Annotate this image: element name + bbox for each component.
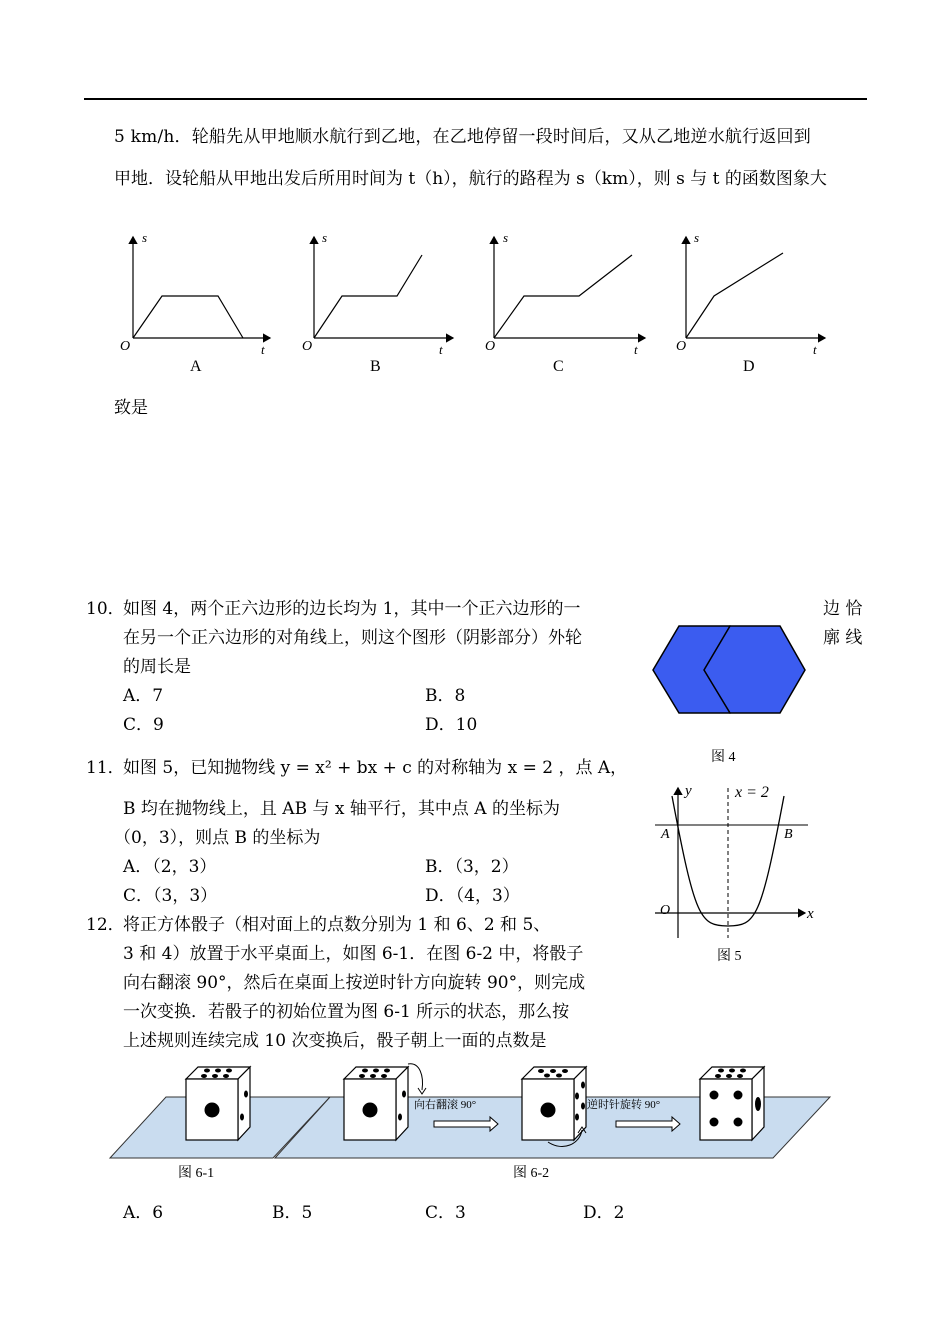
graph-c	[485, 230, 645, 375]
graph-a-s: s	[142, 230, 148, 245]
q12-line3: 向右翻滚 90°，然后在桌面上按逆时针方向旋转 90°，则完成	[123, 973, 586, 993]
graph-d-s: s	[694, 230, 700, 245]
q12-line2: 3 和 4）放置于水平桌面上，如图 6-1．在图 6-2 中，将骰子	[123, 944, 584, 964]
figure-5-caption: 图 5	[717, 949, 742, 964]
graph-c-s: s	[503, 230, 509, 245]
arrow2-label: 逆时针旋转 90°	[587, 1099, 661, 1111]
graph-a-t: t	[261, 342, 265, 357]
graph-b-o: O	[302, 339, 313, 354]
die-6-2-rolled	[522, 1067, 586, 1146]
q11-line1: 如图 5，已知抛物线 y = x² + bx + c 的对称轴为 x = 2 ，点 A，	[123, 758, 628, 778]
graph-c-t: t	[634, 342, 638, 357]
figure-6-1-caption: 图 6-1	[178, 1166, 215, 1181]
fig5-x: x	[807, 906, 814, 922]
arrow1-label: 向右翻滚 90°	[414, 1099, 477, 1111]
fig5-y: y	[685, 783, 692, 799]
graph-c-label: C	[553, 358, 564, 375]
graph-d-label: D	[743, 358, 755, 375]
q12-line1: 将正方体骰子（相对面上的点数分别为 1 和 6、2 和 5、	[123, 915, 551, 935]
q10-line2: 在另一个正六边形的对角线上，则这个图形（阴影部分）外轮	[123, 628, 582, 648]
q12-line5: 上述规则连续完成 10 次变换后，骰子朝上一面的点数是	[123, 1031, 547, 1051]
q9-line2: 甲地．设轮船从甲地出发后所用时间为 t（h），航行的路程为 s（km），则 s 与 t 的函数图象大	[114, 169, 827, 189]
q10-option-d: D．10	[425, 715, 478, 735]
graph-b	[302, 230, 453, 375]
graph-c-o: O	[485, 339, 496, 354]
q12-option-a: A．6	[123, 1203, 164, 1223]
q12-option-c: C．3	[425, 1203, 466, 1223]
q10-option-c: C．9	[123, 715, 164, 735]
q11-num: 11．	[86, 758, 125, 778]
figure-6-2-caption: 图 6-2	[513, 1166, 550, 1181]
q10-option-b: B．8	[425, 686, 466, 706]
fig5-b: B	[784, 827, 793, 842]
q10-num: 10．	[86, 599, 125, 619]
figure-4-caption: 图 4	[711, 750, 736, 765]
q12-num: 12．	[86, 915, 125, 935]
q11-option-c: C．（3，3）	[123, 886, 218, 906]
q10-line1: 如图 4，两个正六边形的边长均为 1，其中一个正六边形的一	[123, 599, 581, 619]
graph-a-label: A	[190, 358, 202, 375]
q9-line1: 5 km/h．轮船先从甲地顺水航行到乙地，在乙地停留一段时间后，又从乙地逆水航行返回到	[114, 127, 811, 147]
q11-option-d: D．（4，3）	[425, 886, 520, 906]
q9-graphs	[110, 225, 830, 385]
graph-a-o: O	[120, 339, 131, 354]
q12-option-b: B．5	[272, 1203, 313, 1223]
figure-4-hexagons	[650, 616, 810, 726]
q10-line1-tail: 边 恰	[823, 599, 863, 619]
graph-b-s: s	[322, 230, 328, 245]
q11-line2: B 均在抛物线上，且 AB 与 x 轴平行，其中点 A 的坐标为	[123, 799, 560, 819]
die-6-1	[186, 1067, 250, 1140]
die-6-2-final	[700, 1067, 764, 1140]
figure-5-parabola	[650, 778, 825, 943]
q10-line3: 的周长是	[123, 657, 191, 677]
fig5-axis-eq: x = 2	[735, 784, 769, 801]
q11-line3: （0，3），则点 B 的坐标为	[114, 828, 321, 848]
header-rule	[84, 98, 867, 100]
graph-d	[676, 230, 825, 375]
q10-line2-tail: 廓 线	[823, 628, 863, 648]
graph-d-o: O	[676, 339, 687, 354]
q9-line3: 致是	[114, 398, 148, 418]
graph-a	[120, 230, 270, 375]
q10-option-a: A．7	[123, 686, 164, 706]
fig5-a: A	[661, 827, 670, 842]
fig5-o: O	[660, 903, 671, 918]
graph-d-t: t	[813, 342, 817, 357]
figure-6-dice	[108, 1060, 838, 1165]
q12-option-d: D．2	[583, 1203, 625, 1223]
graph-b-label: B	[370, 358, 381, 375]
graph-b-t: t	[439, 342, 443, 357]
q11-option-b: B．（3，2）	[425, 857, 519, 877]
q11-option-a: A．（2，3）	[123, 857, 217, 877]
q12-line4: 一次变换．若骰子的初始位置为图 6-1 所示的状态，那么按	[123, 1002, 570, 1022]
